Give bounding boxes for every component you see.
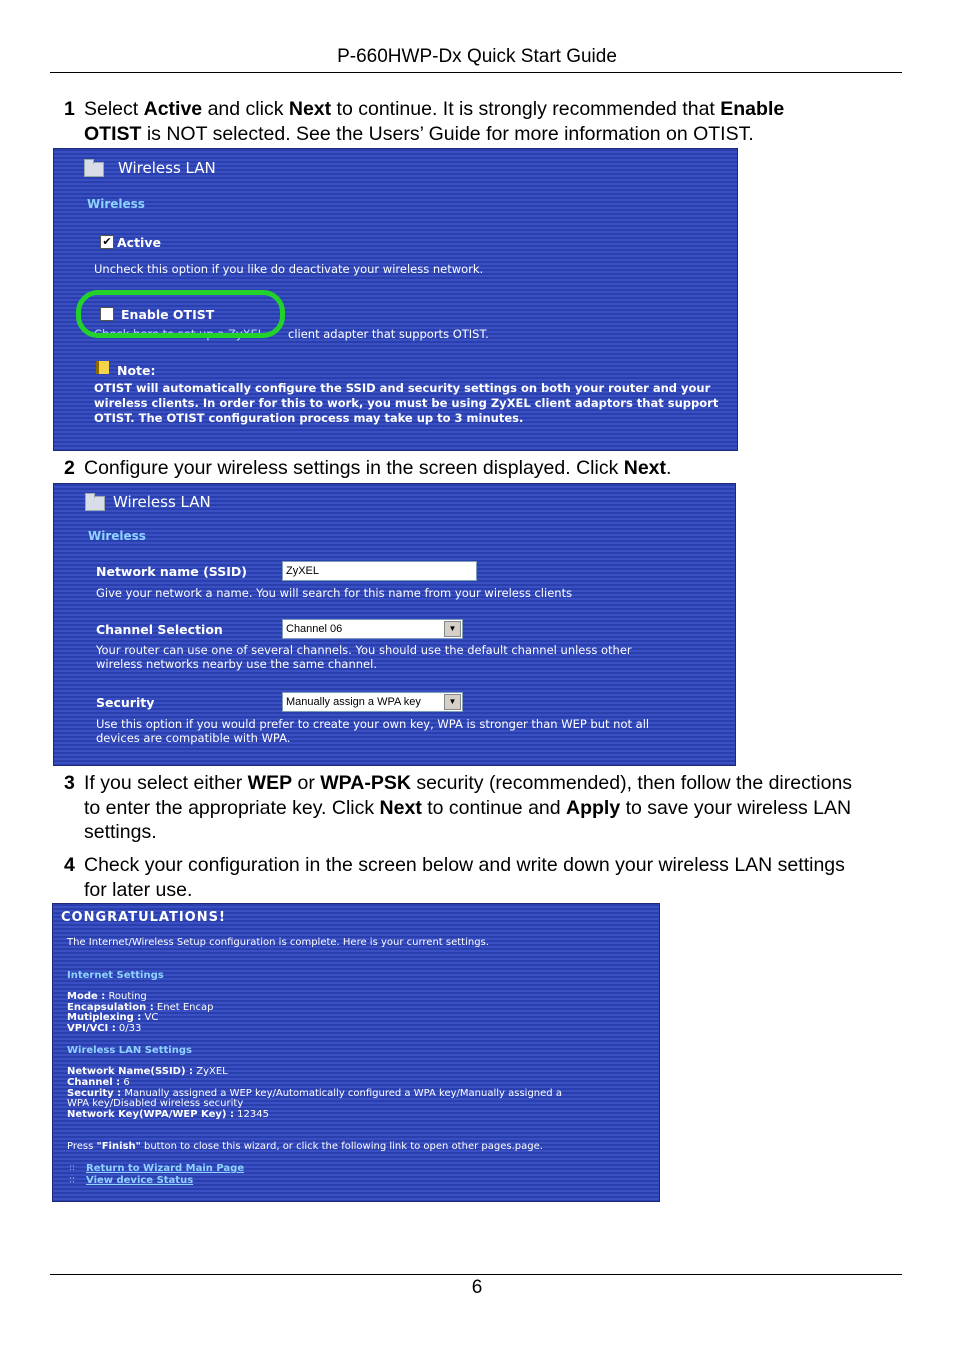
folder-icon [84, 162, 104, 177]
screen-title: Wireless LAN [118, 159, 216, 177]
channel-label: Channel Selection [96, 622, 223, 637]
wireless-lan-settings-heading: Wireless LAN Settings [67, 1045, 192, 1056]
bullet-icon: :: [69, 1175, 76, 1185]
security-row-cont: WPA key/Disabled wireless security [67, 1098, 244, 1109]
security-value: Manually assign a WPA key [286, 696, 421, 708]
channel-value: Channel 06 [286, 623, 343, 635]
step-number: 3 [64, 772, 75, 794]
congratulations-screen [52, 903, 660, 1202]
step-number: 1 [64, 98, 75, 120]
security-select[interactable] [282, 692, 463, 712]
finish-instructions: Press "Finish" button to close this wizard, or click the following link to open other pages.page. [67, 1141, 543, 1152]
encapsulation-row: Encapsulation : Enet Encap [67, 1002, 214, 1013]
channel-row: Channel : 6 [67, 1077, 130, 1088]
step-text: Configure your wireless settings in the screen displayed. Click Next. [84, 457, 672, 479]
step-text: Check your configuration in the screen below and write down your wireless LAN settings for later use. [84, 854, 845, 901]
wireless-lan-settings-screen [53, 483, 736, 766]
page-header: P-660HWP-Dx Quick Start Guide [337, 46, 617, 67]
security-row: Security : Manually assigned a WEP key/Automatically configured a WPA key/Manually assigned a [67, 1088, 562, 1099]
folder-icon [85, 496, 105, 511]
mode-row: Mode : Routing [67, 991, 147, 1002]
active-label: Active [117, 235, 161, 250]
note-icon [96, 361, 109, 374]
return-wizard-link[interactable]: Return to Wizard Main Page [86, 1163, 245, 1174]
step-number: 4 [64, 854, 75, 876]
ssid-row: Network Name(SSID) : ZyXEL [67, 1066, 228, 1077]
chevron-down-icon[interactable]: ▼ [444, 694, 461, 710]
intro-text: The Internet/Wireless Setup configuration is complete. Here is your current settings. [67, 937, 489, 948]
otist-description: client adapter that supports OTIST. [288, 327, 489, 341]
internet-settings-heading: Internet Settings [67, 970, 164, 981]
ssid-input[interactable]: ZyXEL [282, 561, 477, 581]
channel-description-1: Your router can use one of several channels. You should use the default channel unless other [96, 643, 632, 657]
header-rule [50, 72, 902, 73]
channel-description-2: wireless networks nearby use the same channel. [96, 657, 377, 671]
page-number: 6 [471, 1277, 483, 1298]
bullet-icon: :: [69, 1163, 76, 1173]
active-checkbox[interactable]: ✔ [100, 235, 114, 249]
highlight-circle [76, 290, 285, 338]
multiplexing-row: Mutiplexing : VC [67, 1012, 159, 1023]
wireless-lan-active-screen [53, 148, 738, 451]
view-status-link[interactable]: View device Status [86, 1175, 194, 1186]
security-description-2: devices are compatible with WPA. [96, 731, 291, 745]
note-text: OTIST will automatically configure the SSID and security settings on both your router and your wireless clients. In order for this to work, you must be using ZyXEL client adaptors that support OTIST. The OTIST configuration process may take up to 3 minutes. [94, 381, 719, 425]
section-heading: Wireless [88, 529, 146, 543]
channel-select[interactable] [282, 619, 463, 639]
step-text: If you select either WEP or WPA-PSK security (recommended), then follow the directions to enter the appropriate key. Click Next to continue and Apply to save your wireless LAN settings. [84, 772, 853, 843]
active-description: Uncheck this option if you like do deactivate your wireless network. [94, 262, 484, 276]
vpi-vci-row: VPI/VCI : 0/33 [67, 1023, 142, 1034]
note-label: Note: [117, 363, 156, 378]
ssid-description: Give your network a name. You will search for this name from your wireless clients [96, 586, 573, 600]
section-heading: Wireless [87, 197, 145, 211]
step-number: 2 [64, 457, 75, 479]
ssid-label: Network name (SSID) [96, 564, 247, 579]
screen-title: Wireless LAN [113, 493, 211, 511]
security-description-1: Use this option if you would prefer to create your own key, WPA is stronger than WEP but not all [96, 717, 650, 731]
footer-rule [50, 1274, 902, 1275]
otist-label: Enable OTIST [121, 307, 215, 322]
otist-description-hidden: Check here to set up a ZyXEL [94, 327, 265, 341]
security-label: Security [96, 695, 155, 710]
chevron-down-icon[interactable]: ▼ [444, 621, 461, 637]
network-key-row: Network Key(WPA/WEP Key) : 12345 [67, 1109, 269, 1120]
step-text: Select Active and click Next to continue. It is strongly recommended that Enable OTIST is NOT selected. See the Users’ Guide for more information on OTIST. [84, 98, 785, 145]
screen-title: CONGRATULATIONS! [61, 910, 226, 925]
